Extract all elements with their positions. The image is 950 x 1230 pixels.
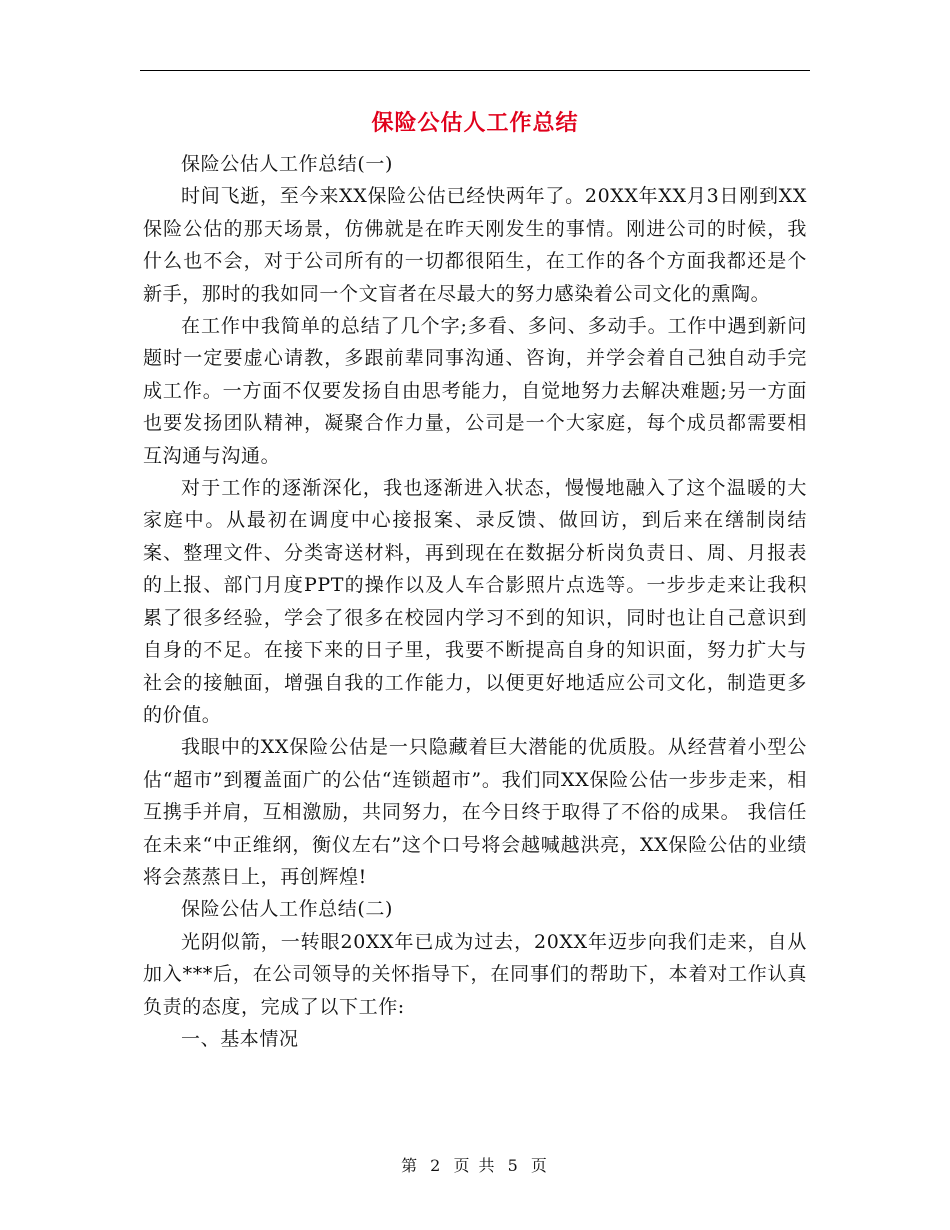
paragraph: 时间飞逝，至今来XX保险公估已经快两年了。20XX年XX月3日刚到XX保险公估的那天场景，仿佛就是在昨天刚发生的事情。刚进公司的时候，我什么也不会，对于公司所有的一切都很陌生，在工作的各个方面我都还是个新手，那时的我如同一个文盲者在尽最大的努力感染着公司文化的熏陶。 [143, 185, 807, 305]
paragraph: 对于工作的逐渐深化，我也逐渐进入状态，慢慢地融入了这个温暖的大家庭中。从最初在调度中心接报案、录反馈、做回访，到后来在缮制岗结案、整理文件、分类寄送材料，再到现在在数据分析岗负责日、周、月报表的上报、部门月度PPT的操作以及人车合影照片点选等。一步步走来让我积累了很多经验，学会了很多在校园内学习不到的知识，同时也让自己意识到自身的不足。在接下来的日子里，我要不断提高自身的知识面，努力扩大与社会的接触面，增强自我的工作能力，以便更好地适应公司文化，制造更多的价值。 [143, 477, 807, 726]
paragraph: 在工作中我简单的总结了几个字;多看、多问、多动手。工作中遇到新问题时一定要虚心请教，多跟前辈同事沟通、咨询，并学会着自己独自动手完成工作。一方面不仅要发扬自由思考能力，自觉地努力去解决难题;另一方面也要发扬团队精神，凝聚合作力量，公司是一个大家庭，每个成员都需要相互沟通与沟通。 [143, 315, 807, 467]
document-body [143, 148, 807, 1055]
page-mid: 页 共 [453, 1156, 497, 1175]
paragraph: 光阴似箭，一转眼20XX年已成为过去，20XX年迈步向我们走来，自从加入***后，在公司领导的关怀指导下，在同事们的帮助下，本着对工作认真负责的态度，完成了以下工作: [143, 930, 807, 1018]
section-heading-1: 保险公估人工作总结(一) [181, 153, 394, 175]
page-prefix: 第 [401, 1156, 420, 1175]
page-footer [0, 1153, 950, 1176]
page-current: 2 [430, 1156, 443, 1175]
paragraph: 我眼中的XX保险公估是一只隐藏着巨大潜能的优质股。从经营着小型公估“超市”到覆盖面广的公估“连锁超市”。我们同XX保险公估一步步走来，相互携手并肩，互相激励，共同努力，在今日终于取得了不俗的成果。 我信任在未来“中正维纲，衡仪左右”这个口号将会越喊越洪亮，XX保险公估的业绩将会蒸蒸日上，再创辉煌! [143, 736, 807, 888]
section-heading-2: 保险公估人工作总结(二) [181, 898, 394, 921]
page-suffix: 页 [530, 1156, 549, 1175]
page-total: 5 [507, 1156, 520, 1175]
header-rule [140, 70, 810, 71]
document-title: 保险公估人工作总结 [371, 110, 579, 136]
subsection-heading: 一、基本情况 [181, 1027, 299, 1050]
